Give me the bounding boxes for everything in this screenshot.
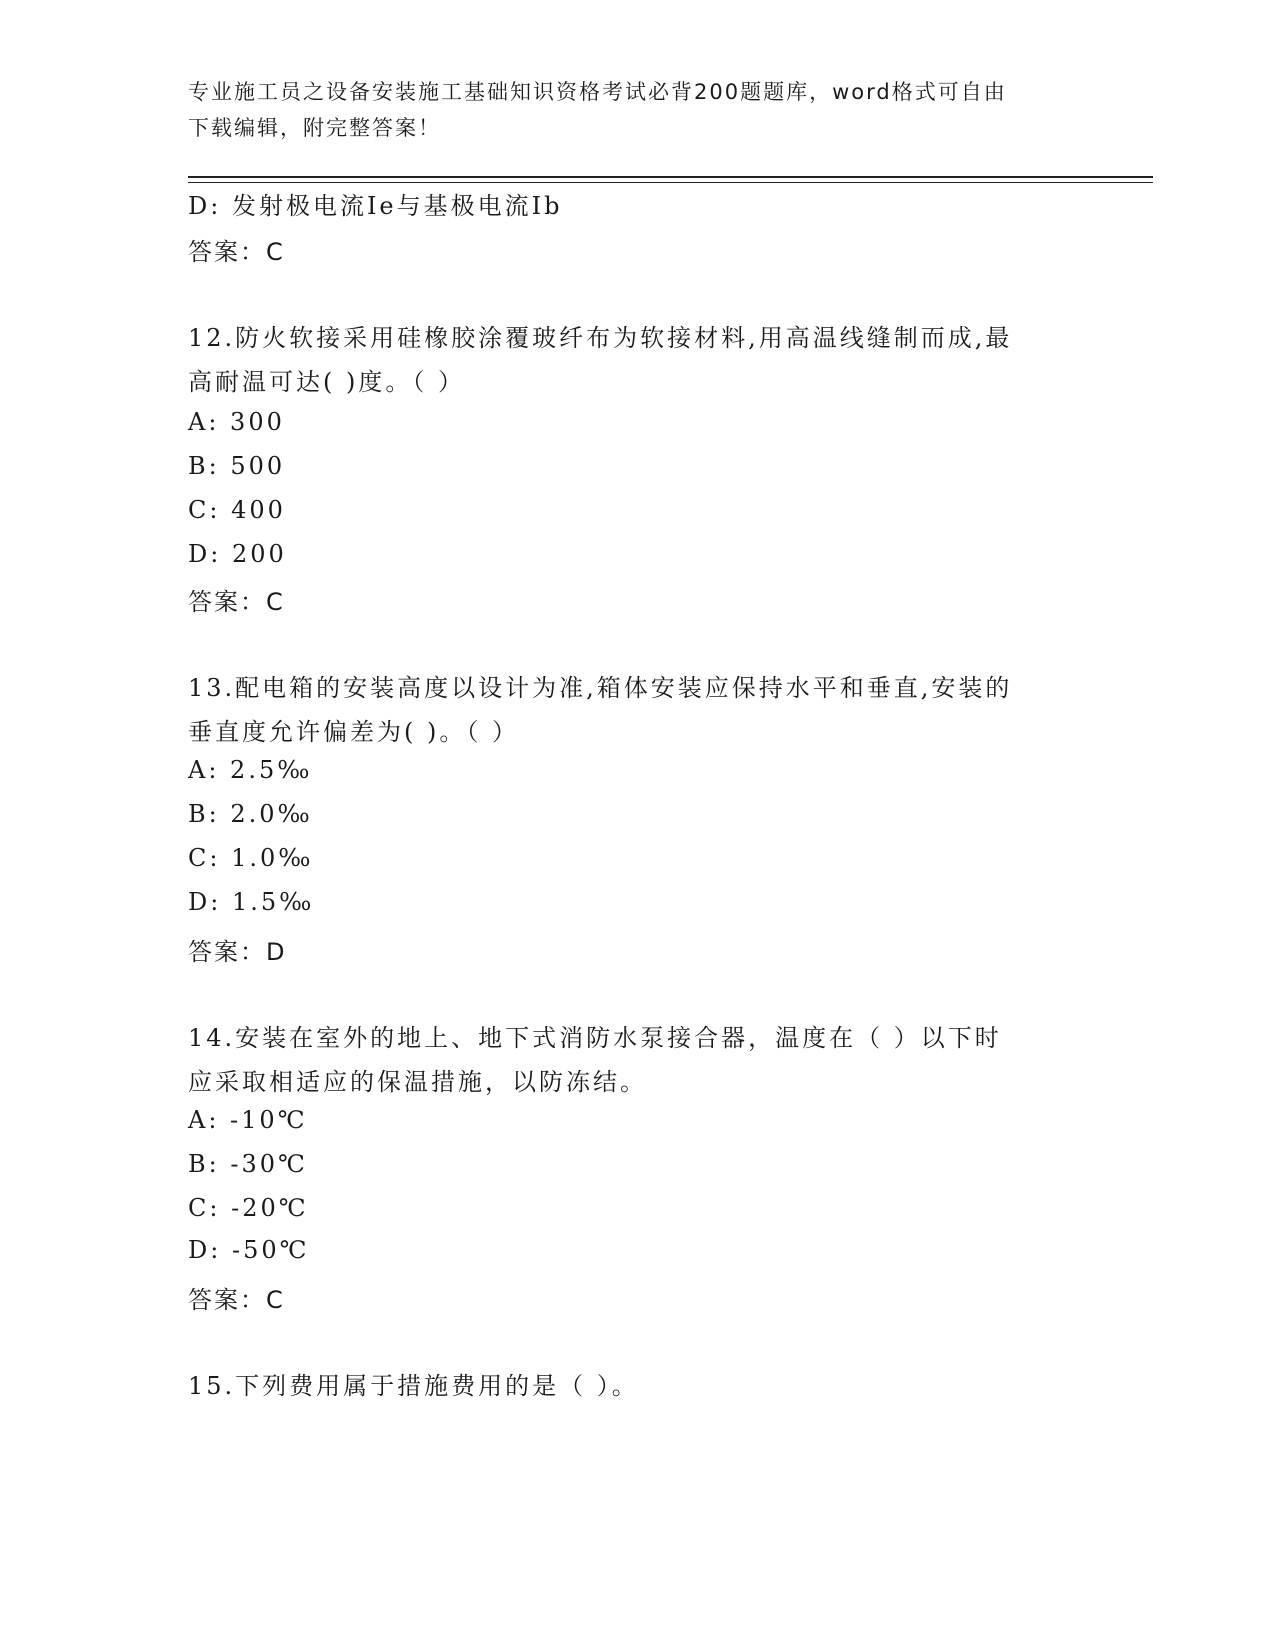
header-line-2: 下载编辑，附完整答案！ xyxy=(188,116,441,140)
q13-stem-line-2: 垂直度允许偏差为( )。（ ） xyxy=(188,718,519,746)
q13-option-b: B: 2.0‰ xyxy=(188,800,313,828)
q14-option-a: A: -10℃ xyxy=(188,1106,308,1134)
q12-option-a: A: 300 xyxy=(188,408,285,436)
document-header xyxy=(188,74,1068,146)
q13-answer: 答案：D xyxy=(188,938,287,966)
q14-stem-line-2: 应采取相适应的保温措施，以防冻结。 xyxy=(188,1068,647,1096)
prev-answer: 答案：C xyxy=(188,238,285,266)
q13-option-d: D: 1.5‰ xyxy=(188,888,315,916)
q13-option-a: A: 2.5‰ xyxy=(188,756,313,784)
header-divider-thick xyxy=(188,176,1153,178)
q15-stem-line-1: 15.下列费用属于措施费用的是（ ）。 xyxy=(188,1372,639,1400)
q12-option-d: D: 200 xyxy=(188,540,287,568)
header-line-1: 专业施工员之设备安装施工基础知识资格考试必背200题题库，word格式可自由 xyxy=(188,80,1007,104)
q12-option-c: C: 400 xyxy=(188,496,286,524)
header-divider-thin xyxy=(188,182,1153,183)
q14-option-c: C: -20℃ xyxy=(188,1194,309,1222)
q14-answer: 答案：C xyxy=(188,1286,285,1314)
q12-stem-line-1: 12.防火软接采用硅橡胶涂覆玻纤布为软接材料,用高温线缝制而成,最 xyxy=(188,324,1013,352)
q12-stem-line-2: 高耐温可达( )度。（ ） xyxy=(188,368,465,396)
q12-answer: 答案：C xyxy=(188,588,285,616)
q13-option-c: C: 1.0‰ xyxy=(188,844,314,872)
q12-option-b: B: 500 xyxy=(188,452,286,480)
q14-stem-line-1: 14.安装在室外的地上、地下式消防水泵接合器，温度在（ ）以下时 xyxy=(188,1024,1002,1052)
q14-option-d: D: -50℃ xyxy=(188,1236,310,1264)
q13-stem-line-1: 13.配电箱的安装高度以设计为准,箱体安装应保持水平和垂直,安装的 xyxy=(188,674,1013,702)
prev-option-d: D: 发射极电流Ie与基极电流Ib xyxy=(188,192,563,220)
q14-option-b: B: -30℃ xyxy=(188,1150,308,1178)
